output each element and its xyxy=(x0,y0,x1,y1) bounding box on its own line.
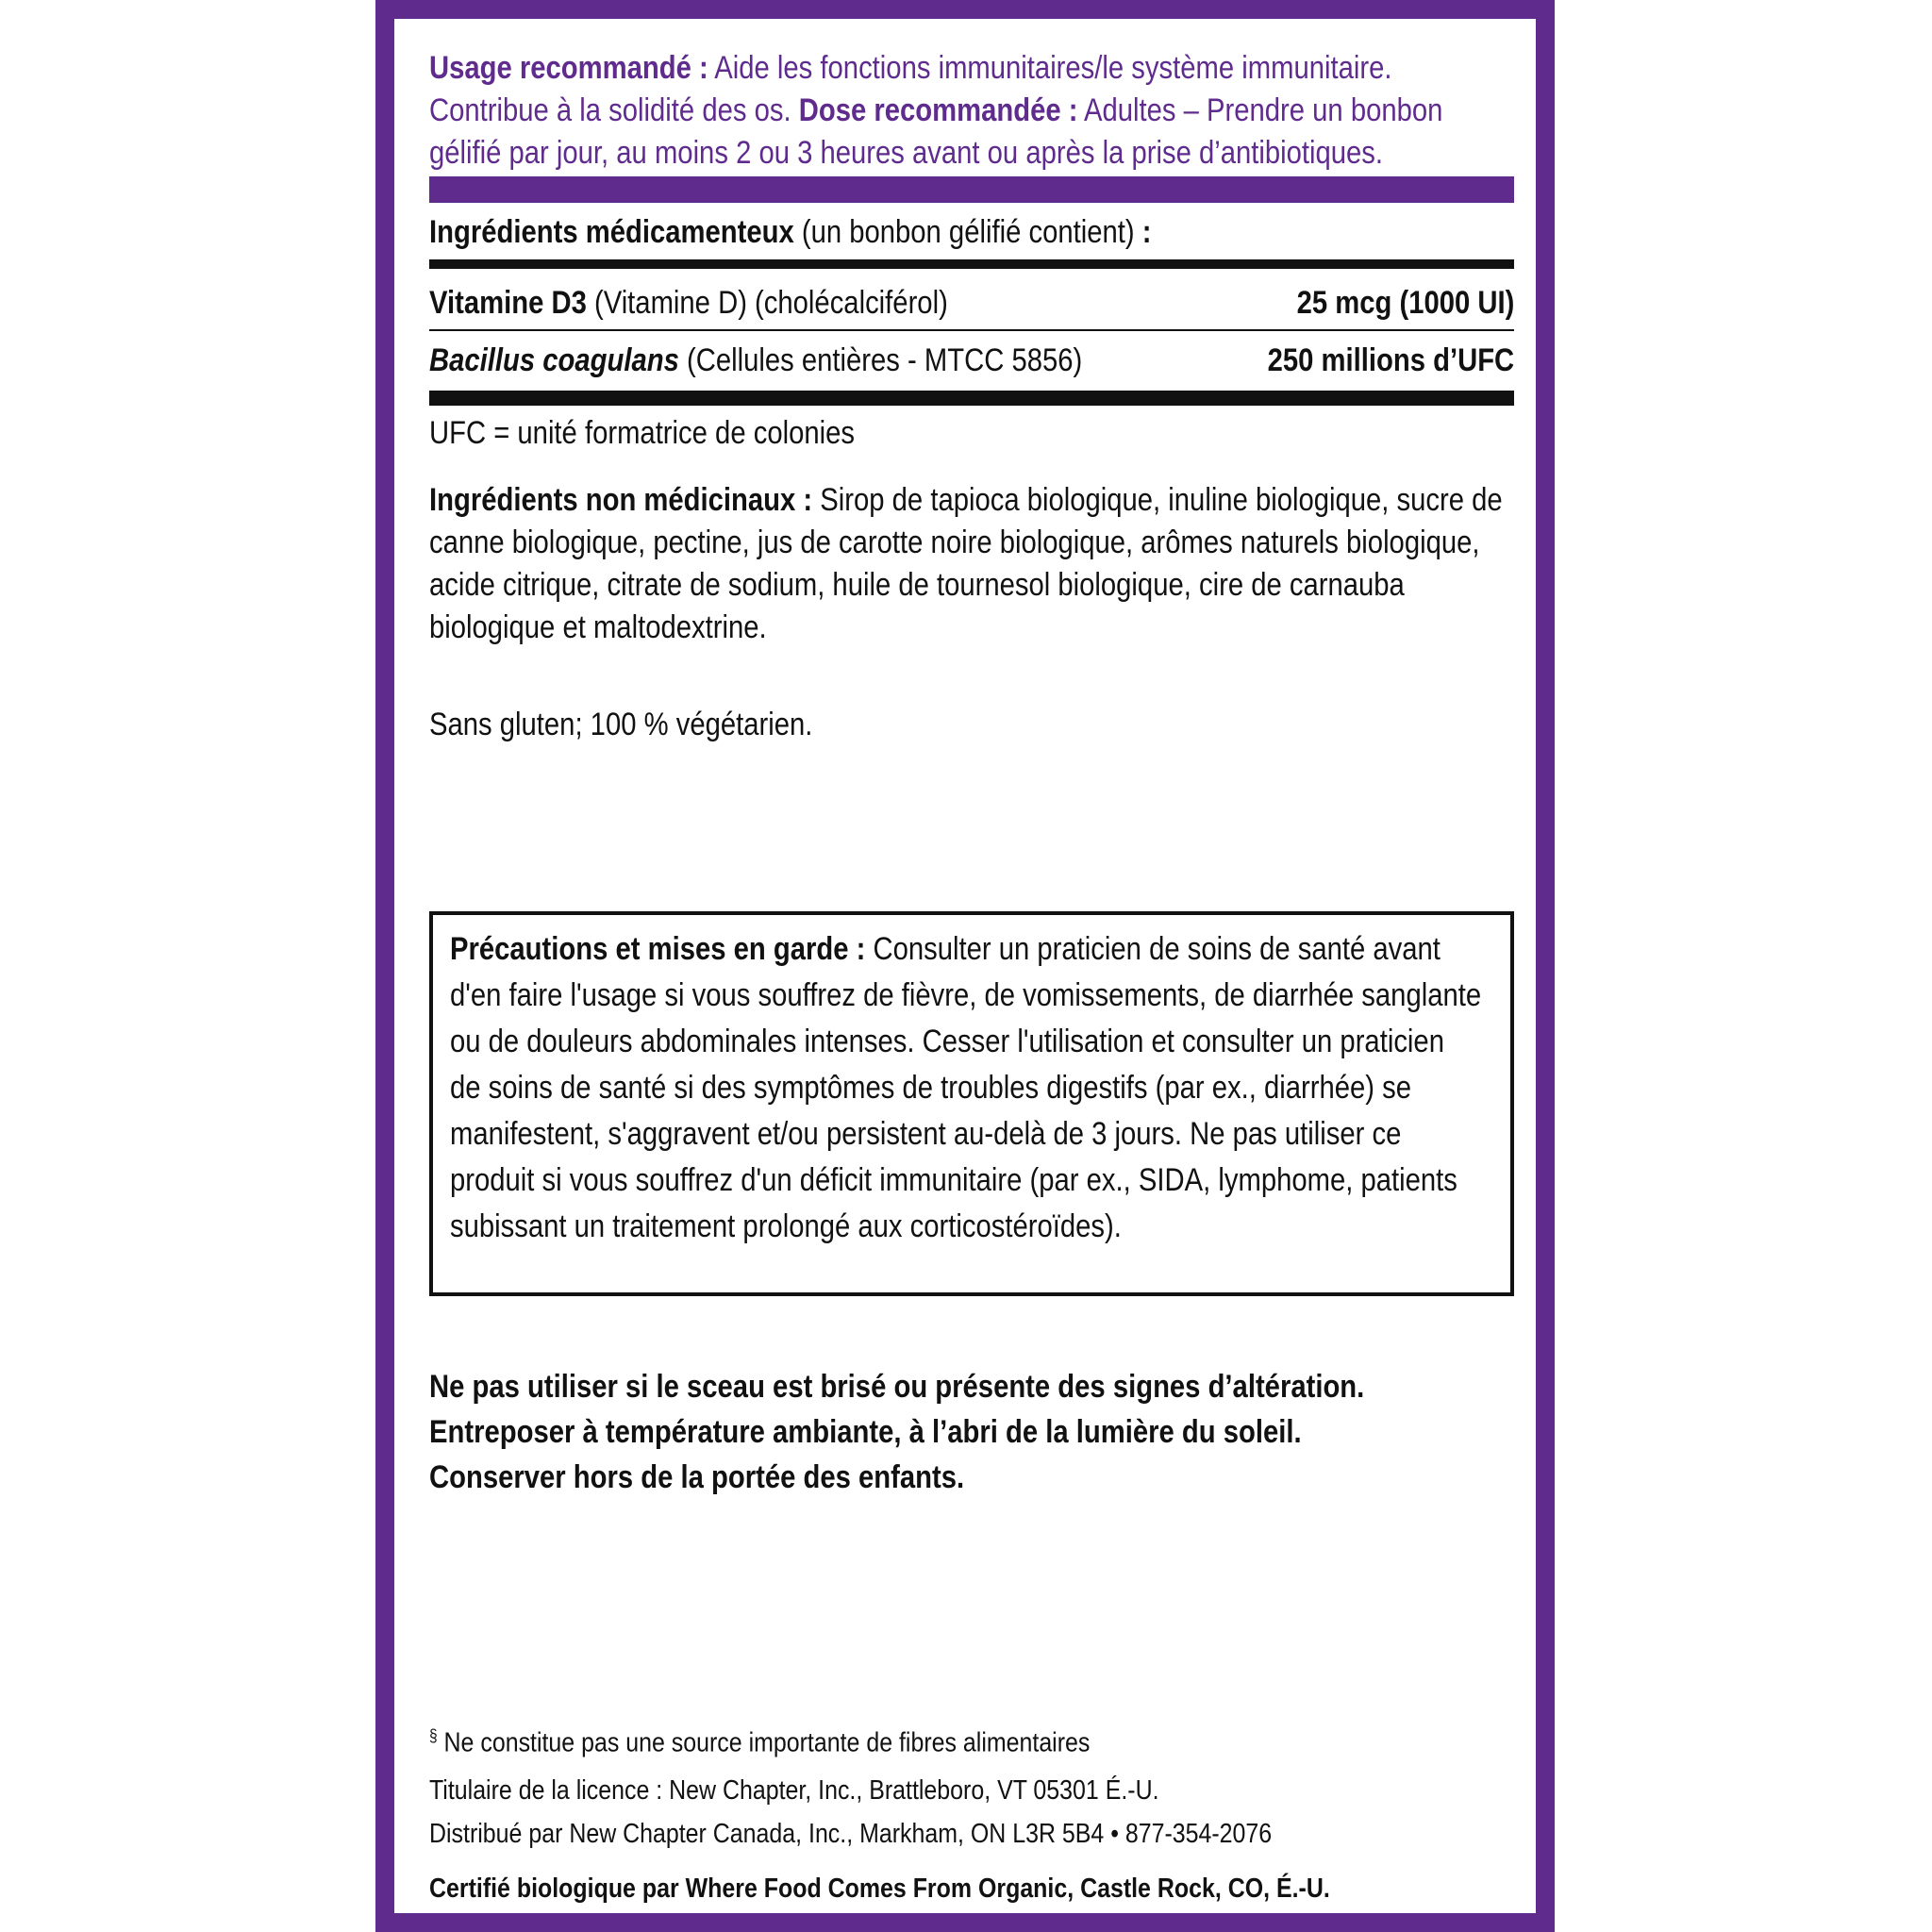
claims-text: Sans gluten; 100 % végétarien. xyxy=(429,707,813,742)
table-row-rule xyxy=(429,329,1514,331)
organic-certification: Certifié biologique par Where Food Comes From Organic, Castle Rock, CO, É.-U. xyxy=(429,1874,1330,1904)
non-medicinal-section xyxy=(429,479,1514,649)
storage-line: Entreposer à température ambiante, à l’abri de la lumière du soleil. xyxy=(429,1414,1302,1450)
ingredient-detail: (Vitamine D) (cholécalciférol) xyxy=(586,285,948,321)
ingredient-name: Vitamine D3 xyxy=(429,285,587,321)
dose-label: Dose recommandée : xyxy=(798,92,1078,128)
storage-line: Ne pas utiliser si le sceau est brisé ou présente des signes d’altération. xyxy=(429,1369,1365,1405)
non-medicinal-text: Sirop de tapioca biologique, inuline biologique, sucre de canne biologique, pectine, jus de carotte noire biologique, arômes naturels biologique, acide citrique, citrate de sodium, huile de tournesol biologique, cire de carnauba biologique et maltodextrine. xyxy=(429,482,1503,645)
table-bottom-rule xyxy=(429,391,1514,406)
medicinal-heading xyxy=(429,211,1514,254)
ufc-footnote: UFC = unité formatrice de colonies xyxy=(429,415,855,451)
non-medicinal-label: Ingrédients non médicinaux : xyxy=(429,482,813,518)
warnings-box xyxy=(429,911,1514,1296)
section-mark: § xyxy=(429,1726,438,1745)
storage-line: Conserver hors de la portée des enfants. xyxy=(429,1459,965,1495)
ingredient-detail: (Cellules entières - MTCC 5856) xyxy=(678,342,1083,378)
medicinal-heading-colon: : xyxy=(1141,214,1152,250)
usage-text: Aide les fonctions immunitaires/le système immunitaire. Contribue à la solidité des os. xyxy=(429,50,1392,128)
ingredient-name: Bacillus coagulans xyxy=(429,342,679,378)
distributor: Distribué par New Chapter Canada, Inc., Markham, ON L3R 5B4 • 877-354-2076 xyxy=(429,1819,1273,1849)
medicinal-heading-bold: Ingrédients médicamenteux xyxy=(429,214,794,250)
table-top-rule xyxy=(429,259,1514,269)
warnings-text: Consulter un praticien de soins de santé avant d'en faire l'usage si vous souffrez de fièvre, de vomissements, de diarrhée sanglante ou de douleurs abdominales intenses. Cesser l'utilisation et consulter un praticien de soins de santé si des symptômes de troubles digestifs (par ex., diarrhée) se manifestent, s'aggravent et/ou persistent au-delà de 3 jours. Ne pas utiliser ce produit si vous souffrez d'un déficit immunitaire (par ex., SIDA, lymphome, patients subissant un traitement prolongé aux corticostéroïdes). xyxy=(450,931,1482,1244)
label-panel xyxy=(394,19,1536,1913)
dose-text: Adultes – Prendre un bonbon gélifié par jour, au moins 2 ou 3 heures avant ou après la prise d’antibiotiques. xyxy=(429,92,1443,171)
ingredient-amount: 250 millions d’UFC xyxy=(1267,342,1514,378)
label-border xyxy=(375,0,1555,1932)
fiber-note: § Ne constitue pas une source importante de fibres alimentaires xyxy=(429,1726,1091,1758)
table-row xyxy=(429,337,1514,384)
storage-section xyxy=(429,1364,1514,1500)
medicinal-heading-rest: (un bonbon gélifié contient) xyxy=(793,214,1142,250)
ingredient-amount: 25 mcg (1000 UI) xyxy=(1296,285,1514,321)
usage-label: Usage recommandé : xyxy=(429,50,708,86)
licence-holder: Titulaire de la licence : New Chapter, Inc., Brattleboro, VT 05301 É.-U. xyxy=(429,1775,1159,1806)
warnings-label: Précautions et mises en garde : xyxy=(450,931,866,967)
purple-divider xyxy=(429,176,1514,203)
table-row xyxy=(429,279,1514,326)
usage-section xyxy=(429,47,1514,175)
